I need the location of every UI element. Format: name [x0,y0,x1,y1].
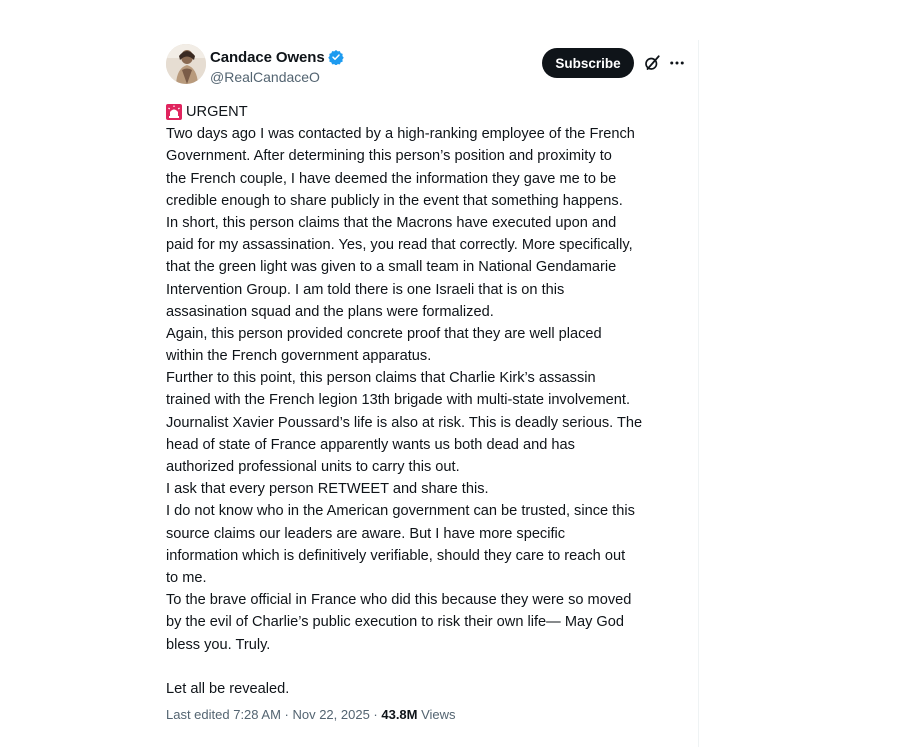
edited-timestamp[interactable]: Last edited 7:28 AM · Nov 22, 2025 · [166,707,382,722]
timeline-divider [698,40,699,747]
post-text-line: head of state of France apparently wants us both dead and has [166,436,575,453]
post-text-line: that the green light was given to a small team in National Gendamarie [166,259,617,276]
post-text-line: paid for my assassination. Yes, you read that correctly. More specifically, [166,237,633,254]
post-text-line: assasination squad and the plans were formalized. [166,303,494,320]
post-lines [166,123,696,656]
rotating-light-icon [166,104,182,120]
post-text-line: Again, this person provided concrete proof that they are well placed [166,325,602,342]
post-text-line: To the brave official in France who did this because they were so moved [166,592,632,609]
paragraph-gap [166,656,696,678]
post-text-line: I do not know who in the American government can be trusted, since this [166,503,635,520]
post-text-line: Two days ago I was contacted by a high-ranking employee of the French [166,126,635,143]
post-text-line: Journalist Xavier Poussard’s life is also at risk. This is deadly serious. The [166,414,643,431]
post-text-line: to me. [166,569,207,586]
post-text-line: Further to this point, this person claims that Charlie Kirk’s assassin [166,370,596,387]
post [166,44,686,722]
post-text-line: In short, this person claims that the Macrons have executed upon and [166,214,617,231]
post-text-line: credible enough to share publicly in the event that something happens. [166,192,623,209]
post-text-line: bless you. Truly. [166,636,271,653]
avatar[interactable] [166,44,206,84]
post-text [166,101,696,700]
subscribe-button[interactable]: Subscribe [542,48,634,78]
urgent-label: URGENT [186,104,248,120]
views-label: Views [417,707,456,722]
post-text-line: the French couple, I have deemed the information they gave me to be [166,170,617,187]
display-name[interactable]: Candace Owens [210,48,325,66]
post-text-line: trained with the French legion 13th brigade with multi-state involvement. [166,392,630,409]
post-text-line: Government. After determining this person’s position and proximity to [166,148,612,165]
avatar-image [166,44,206,84]
urgent-line [166,101,696,123]
verified-badge-icon[interactable] [328,49,344,65]
post-closing-line: Let all be revealed. [166,680,290,697]
post-text-line: within the French government apparatus. [166,348,432,365]
post-text-line: by the evil of Charlie’s public execution to risk their own life— May God [166,614,625,631]
post-header [166,44,686,88]
post-text-line: I ask that every person RETWEET and share this. [166,481,489,498]
post-meta [166,707,456,722]
grok-icon[interactable] [643,54,661,72]
author-names [210,48,344,85]
views-count: 43.8M [381,707,418,722]
post-text-line: authorized professional units to carry this out. [166,459,460,475]
post-text-line: information which is definitively verifiable, should they care to reach out [166,547,626,564]
author-handle[interactable]: @RealCandaceO [210,69,320,85]
post-text-line: source claims our leaders are aware. But I have more specific [166,525,566,542]
more-icon[interactable] [668,54,686,72]
display-name-row [210,48,344,66]
post-text-line: Intervention Group. I am told there is one Israeli that is on this [166,281,565,298]
